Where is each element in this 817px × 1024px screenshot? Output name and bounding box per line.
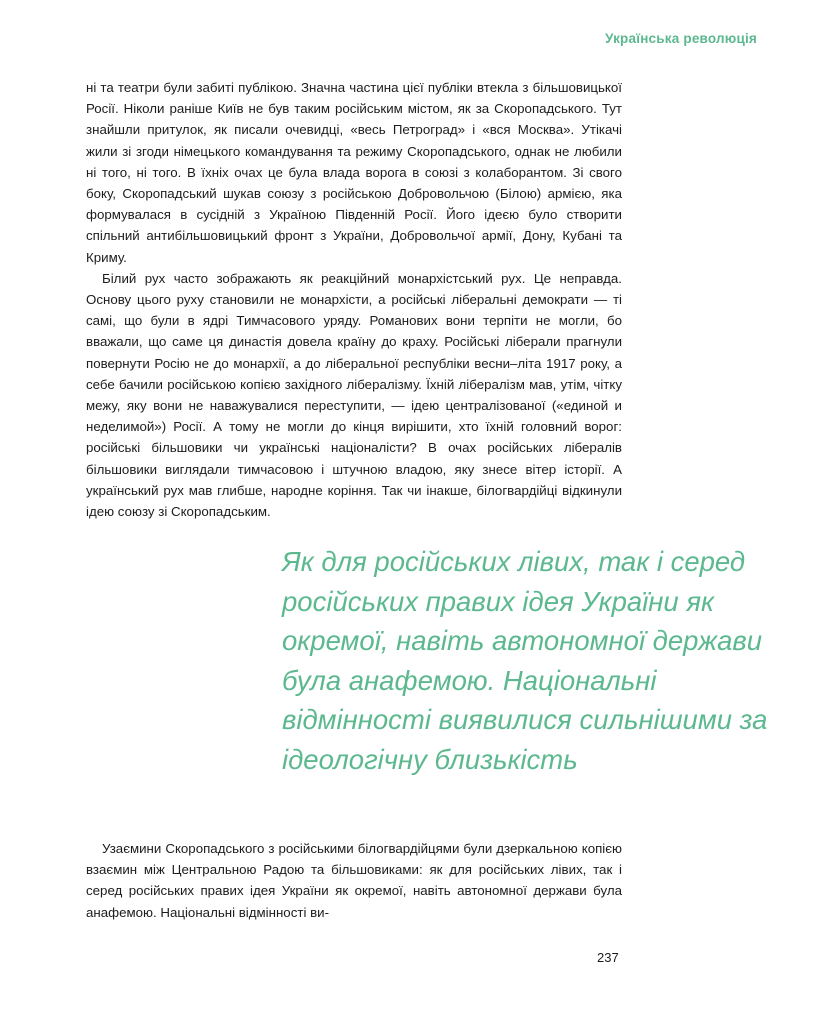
pull-quote: Як для російських лівих, так і серед російських правих ідея України як окремої, навіть автономної держави була анафемою. Національні відмінності виявилися сильнішими за ідеологічну близькість <box>282 546 768 775</box>
page-number: 237 <box>597 950 619 965</box>
paragraph-relations: Узаємини Скоропадського з російськими білогвардійцями були дзеркальною копією взаємин між Центральною Радою та більшовиками: як для російських лівих, так і серед російських правих ідея України як окремої, навіть автономної держави була анафемою. Національні відмінності ви- <box>86 841 622 920</box>
body-text-bottom <box>86 838 622 923</box>
running-header-title: Українська революція <box>605 31 757 46</box>
body-text-top <box>86 77 622 522</box>
paragraph-continued: ні та театри були забиті публікою. Значна частина цієї публіки втекла з більшовицької Росії. Ніколи раніше Київ не був таким російським містом, як за Скоропадського. Тут знайшли притулок, як писали очевидці, «весь Петроград» і «вся Москва». Утікачі жили зі згоди німецького командування та режиму Скоропадського, однак не любили ні того, ні того. В їхніх очах це була влада ворога в союзі з колаборантом. Зі свого боку, Скоропадський шукав союзу з російською Добровольчою (Білою) армією, яка формувалася в сусідній з Україною Південній Росії. Його ідеєю було створити спільний антибільшовицький фронт з України, Добровольчої армії, Дону, Кубані та Криму. <box>86 80 622 265</box>
paragraph-white-movement: Білий рух часто зображають як реакційний монархістський рух. Це неправда. Основу цього руху становили не монархісти, а російські ліберальні демократи — ті самі, що були в ядрі Тимчасового уряду. Романових вони терпіти не могли, бо вважали, що саме ця династія довела країну до краху. Російські ліберали прагнули повернути Росію не до монархії, а до ліберальної республіки весни–літа 1917 року, а себе бачили російською копією західного лібералізму. Їхній лібералізм мав, утім, чітку межу, яку вони не наважувалися переступити, — ідею централізованої («единой и неделимой») Росії. А тому не могли до кінця вирішити, хто їхній головний ворог: російські більшовики чи українські націоналісти? В очах російських лібералів більшовики виглядали тимчасовою і штучною владою, яку знесе вітер історії. А український рух мав глибше, народне коріння. Так чи інакше, білогвардійці відкинули ідею союзу зі Скоропадським. <box>86 270 622 520</box>
